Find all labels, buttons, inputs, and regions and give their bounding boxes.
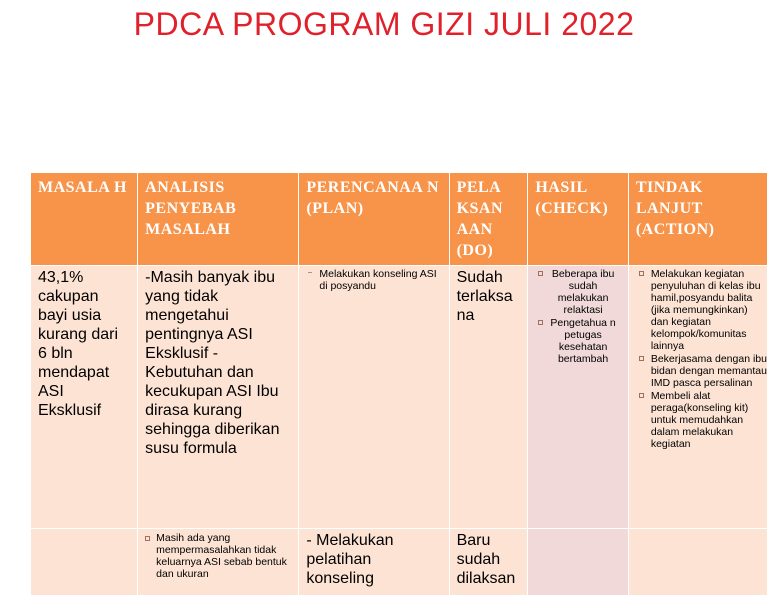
list-item: Pengetahua n petugas kesehatan bertambah — [532, 317, 621, 365]
header-perencanaan: PERENCANAA N (PLAN) — [299, 173, 449, 266]
list-item: Beberapa ibu sudah melakukan relaktasi — [532, 268, 621, 316]
header-pelaksanaan: PELA KSAN AAN (DO) — [449, 173, 528, 266]
list-item — [637, 390, 767, 450]
table-row — [31, 266, 768, 529]
header-masalah: MASALA H — [31, 173, 138, 266]
list-item — [637, 353, 767, 389]
cell-tindak-lanjut — [628, 266, 767, 529]
cell-pelaksanaan: Baru sudah dilaksan — [449, 529, 528, 596]
list-item — [637, 268, 767, 352]
cell-perencanaan — [299, 266, 449, 529]
cell-analisis — [138, 529, 299, 596]
header-tindak-lanjut: TINDAK LANJUT (ACTION) — [628, 173, 767, 266]
cell-perencanaan: - Melakukan pelatihan konseling — [299, 529, 449, 596]
cell-tindak-lanjut-empty — [628, 529, 767, 596]
list-item-text: Bekerjasama dengan ibu bidan dengan memantau IMD pasca persalinan — [650, 353, 767, 389]
header-analisis: ANALISIS PENYEBAB MASALAH — [138, 173, 299, 266]
cell-masalah-empty — [31, 529, 138, 596]
list-item-text: Membeli alat peraga(konseling kit) untuk memudahkan dalam melakukan kegiatan — [650, 390, 749, 450]
list-item: Melakukan konseling ASI di posyandu — [299, 266, 448, 292]
header-row — [31, 173, 768, 266]
list-item: Masih ada yang mempermasalahkan tidak keluarnya ASI sebab bentuk dan ukuran — [138, 529, 298, 580]
page-title: PDCA PROGRAM GIZI JULI 2022 — [133, 6, 635, 42]
cell-masalah: 43,1% cakupan bayi usia kurang dari 6 bln mendapat ASI Eksklusif — [31, 266, 138, 529]
cell-pelaksanaan: Sudah terlaksa na — [449, 266, 528, 529]
table-row — [31, 529, 768, 596]
list-item-text: Melakukan kegiatan penyuluhan di kelas ibu hamil,posyandu balita (jika memungkinkan) dan kegiatan kelompok/komunitas lainnya — [650, 268, 761, 352]
pdca-table — [30, 172, 768, 596]
cell-hasil — [528, 266, 628, 529]
cell-analisis: -Masih banyak ibu yang tidak mengetahui pentingnya ASI Eksklusif - Kebutuhan dan kecukupan ASI Ibu dirasa kurang sehingga diberikan susu formula — [138, 266, 299, 529]
cell-hasil-empty — [528, 529, 628, 596]
header-hasil: HASIL (CHECK) — [528, 173, 628, 266]
